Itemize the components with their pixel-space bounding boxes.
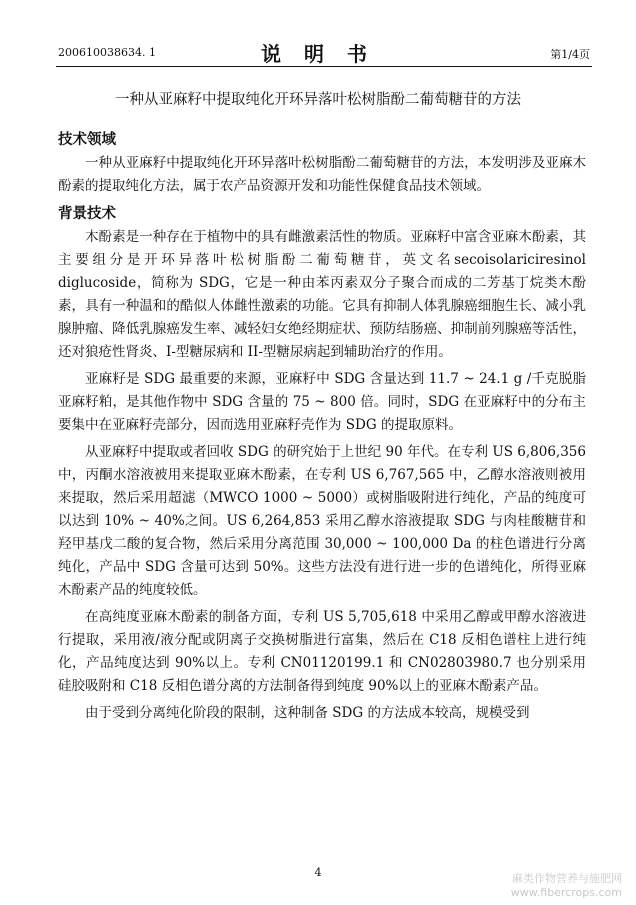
paragraph-technical-field: 一种从亚麻籽中提取纯化开环异落叶松树脂酚二葡萄糖苷的方法，本发明涉及亚麻木酚素的提取纯化方法，属于农产品资源开发和功能性保健食品技术领域。 bbox=[58, 155, 586, 194]
paragraph-background-1: 木酚素是一种存在于植物中的具有雌激素活性的物质。亚麻籽中富含亚麻木酚素，其主要组分是开环异落叶松树脂酚二葡萄糖苷，英文名secoisolariciresinol diglucoside，简称为 SDG，它是一种由苯丙素双分子聚合而成的二芳基丁烷类木酚素，具有一种温和的酷似人体雌性激素的功能。它具有抑制人体乳腺癌细胞生长、减小乳腺肿瘤、降低乳腺癌发生率、减轻妇女绝经期症状、预防结肠癌、抑制前列腺癌等活性，还对狼疮性肾炎、I-型糖尿病和 II-型糖尿病起到辅助治疗的作用。 bbox=[58, 229, 586, 360]
paragraph-background-4: 在高纯度亚麻木酚素的制备方面，专利 US 5,705,618 中采用乙醇或甲醇水溶液进行提取，采用液/液分配或阴离子交换树脂进行富集，然后在 C18 反相色谱柱上进行纯化，产品纯度达到 90%以上。专利 CN01120199.1 和 CN02803980.7 也分别采用硅胶吸附和 C18 反相色谱分离的方法制备得到纯度 90%以上的亚麻木酚素产品。 bbox=[58, 609, 586, 694]
document-title: 一种从亚麻籽中提取纯化开环异落叶松树脂酚二葡萄糖苷的方法 bbox=[115, 92, 521, 108]
watermark-site-name: 麻类作物营养与施肥网 bbox=[512, 872, 622, 885]
page-header bbox=[0, 0, 636, 70]
watermark bbox=[511, 872, 622, 900]
paragraph-background-2: 亚麻籽是 SDG 最重要的来源，亚麻籽中 SDG 含量达到 11.7 ~ 24.1 g /千克脱脂亚麻籽粕，是其他作物中 SDG 含量的 75 ~ 800 倍。同时，SDG 在亚麻籽中的分布主要集中在亚麻籽壳部分，因而选用亚麻籽壳作为 SDG 的提取原料。 bbox=[58, 371, 586, 433]
paragraph-background-5: 由于受到分离纯化阶段的限制，这种制备 SDG 的方法成本较高，规模受到 bbox=[85, 705, 530, 721]
section-heading-background: 背景技术 bbox=[58, 205, 116, 222]
header-divider bbox=[56, 66, 592, 67]
page-number: 4 bbox=[314, 866, 322, 879]
section-heading-technical-field: 技术领域 bbox=[58, 131, 116, 148]
page-indicator: 第1/4页 bbox=[550, 48, 590, 61]
application-number: 200610038634. 1 bbox=[58, 46, 156, 59]
watermark-url: www.fibercrops.com bbox=[510, 886, 622, 899]
document-type: 说 明 书 bbox=[261, 42, 375, 66]
document-body bbox=[58, 124, 586, 725]
paragraph-background-3: 从亚麻籽中提取或者回收 SDG 的研究始于上世纪 90 年代。在专利 US 6,806,356 中，丙酮水溶液被用来提取亚麻木酚素，在专利 US 6,767,565 中，乙醇水溶液则被用来提取，然后采用超滤（MWCO 1000 ~ 5000）或树脂吸附进行纯化，产品的纯度可以达到 10% ~ 40%之间。US 6,264,853 采用乙醇水溶液提取 SDG 与肉桂酸糖苷和羟甲基戊二酸的复合物，然后采用分离范围 30,000 ~ 100,000 Da 的柱色谱进行分离纯化，产品中 SDG 含量可达到 50%。这些方法没有进行进一步的色谱纯化，所得亚麻木酚素产品的纯度较低。 bbox=[58, 444, 586, 598]
